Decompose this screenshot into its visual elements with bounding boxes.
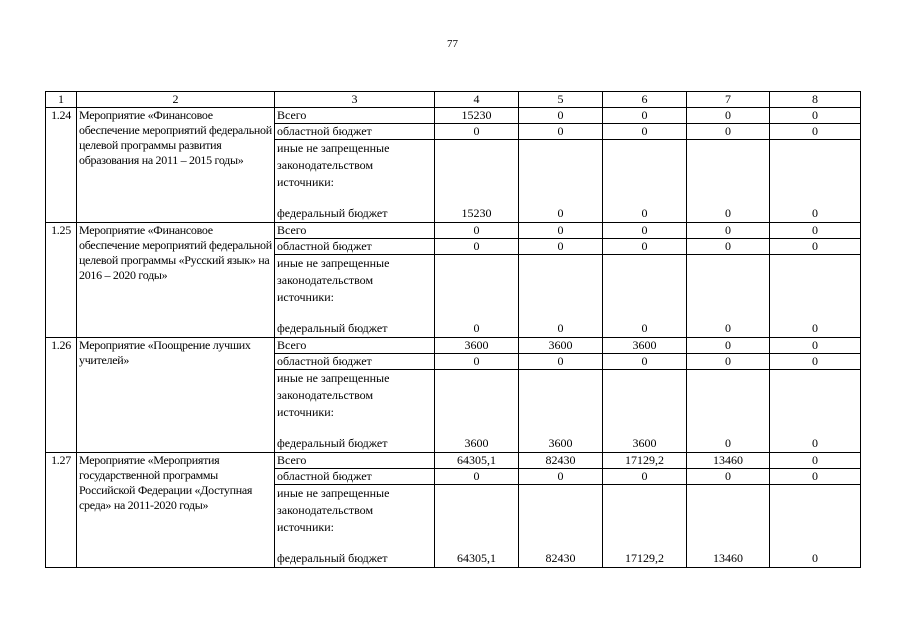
value-cell: 0 [687, 140, 770, 223]
table-row [46, 453, 861, 469]
value-cell: 0 [603, 108, 687, 124]
value-cell: 3600 [603, 338, 687, 354]
value-cell: 0 [770, 255, 861, 338]
value-cell: 0 [770, 338, 861, 354]
funding-source [275, 370, 435, 453]
value-cell: 0 [770, 108, 861, 124]
value-cell: 0 [435, 354, 519, 370]
activity-title: Мероприятие «Поощрение лучших учителей» [77, 338, 275, 453]
value-cell: 15230 [435, 108, 519, 124]
value-cell: 0 [519, 255, 603, 338]
header-cell: 5 [519, 92, 603, 108]
value-cell: 64305,1 [435, 485, 519, 568]
value-cell: 0 [603, 354, 687, 370]
value-cell: 0 [770, 469, 861, 485]
header-cell: 7 [687, 92, 770, 108]
value-cell: 17129,2 [603, 453, 687, 469]
value-cell: 0 [770, 124, 861, 140]
value-cell: 0 [519, 223, 603, 239]
value-cell: 0 [603, 239, 687, 255]
funding-source [275, 140, 435, 223]
value-cell: 0 [687, 370, 770, 453]
funding-source [275, 255, 435, 338]
value-cell: 3600 [435, 370, 519, 453]
value-cell: 0 [435, 124, 519, 140]
header-cell: 2 [77, 92, 275, 108]
other-sources-label: иные не запрещенные законодательством источники: [277, 141, 390, 189]
value-cell: 0 [603, 140, 687, 223]
row-number: 1.25 [46, 223, 77, 338]
value-cell: 0 [519, 469, 603, 485]
value-cell: 0 [687, 338, 770, 354]
federal-budget-label: федеральный бюджет [277, 206, 388, 220]
value-cell: 0 [770, 223, 861, 239]
federal-budget-label: федеральный бюджет [277, 436, 388, 450]
value-cell: 0 [770, 485, 861, 568]
row-number: 1.26 [46, 338, 77, 453]
table-row [46, 223, 861, 239]
value-cell: 0 [603, 124, 687, 140]
value-cell: 15230 [435, 140, 519, 223]
value-cell: 0 [687, 255, 770, 338]
value-cell: 3600 [519, 370, 603, 453]
other-sources-label: иные не запрещенные законодательством источники: [277, 256, 390, 304]
value-cell: 0 [603, 255, 687, 338]
header-cell: 6 [603, 92, 687, 108]
value-cell: 0 [603, 469, 687, 485]
value-cell: 0 [435, 469, 519, 485]
value-cell: 0 [687, 239, 770, 255]
funding-source: областной бюджет [275, 469, 435, 485]
funding-source: Всего [275, 338, 435, 354]
activity-title: Мероприятие «Финансовое обеспечение мероприятий федеральной целевой программы развития образования на 2011 – 2015 годы» [77, 108, 275, 223]
table-row [46, 108, 861, 124]
value-cell: 0 [435, 239, 519, 255]
funding-source: областной бюджет [275, 124, 435, 140]
funding-source [275, 485, 435, 568]
value-cell: 3600 [603, 370, 687, 453]
value-cell: 0 [435, 223, 519, 239]
table-row [46, 338, 861, 354]
activity-title: Мероприятие «Финансовое обеспечение мероприятий федеральной целевой программы «Русский язык» на 2016 – 2020 годы» [77, 223, 275, 338]
value-cell: 0 [687, 124, 770, 140]
value-cell: 0 [519, 140, 603, 223]
row-number: 1.24 [46, 108, 77, 223]
value-cell: 0 [687, 108, 770, 124]
header-cell: 4 [435, 92, 519, 108]
value-cell: 82430 [519, 485, 603, 568]
header-cell: 8 [770, 92, 861, 108]
value-cell: 0 [687, 354, 770, 370]
value-cell: 0 [435, 255, 519, 338]
header-cell: 1 [46, 92, 77, 108]
header-cell: 3 [275, 92, 435, 108]
value-cell: 64305,1 [435, 453, 519, 469]
value-cell: 0 [770, 370, 861, 453]
budget-table [45, 91, 861, 568]
value-cell: 0 [519, 124, 603, 140]
value-cell: 0 [770, 354, 861, 370]
page-number: 77 [447, 38, 458, 50]
value-cell: 13460 [687, 485, 770, 568]
funding-source: областной бюджет [275, 239, 435, 255]
value-cell: 0 [770, 239, 861, 255]
value-cell: 17129,2 [603, 485, 687, 568]
value-cell: 3600 [435, 338, 519, 354]
funding-source: Всего [275, 453, 435, 469]
header-row [46, 92, 861, 108]
funding-source: Всего [275, 223, 435, 239]
value-cell: 0 [770, 453, 861, 469]
row-number: 1.27 [46, 453, 77, 568]
federal-budget-label: федеральный бюджет [277, 321, 388, 335]
value-cell: 0 [770, 140, 861, 223]
value-cell: 0 [687, 469, 770, 485]
federal-budget-label: федеральный бюджет [277, 551, 388, 565]
value-cell: 0 [519, 108, 603, 124]
value-cell: 0 [603, 223, 687, 239]
other-sources-label: иные не запрещенные законодательством источники: [277, 371, 390, 419]
value-cell: 0 [519, 354, 603, 370]
funding-source: областной бюджет [275, 354, 435, 370]
value-cell: 13460 [687, 453, 770, 469]
value-cell: 82430 [519, 453, 603, 469]
value-cell: 3600 [519, 338, 603, 354]
value-cell: 0 [519, 239, 603, 255]
value-cell: 0 [687, 223, 770, 239]
other-sources-label: иные не запрещенные законодательством источники: [277, 486, 390, 534]
activity-title: Мероприятие «Мероприятия государственной программы Российской Федерации «Доступная среда» на 2011-2020 годы» [77, 453, 275, 568]
funding-source: Всего [275, 108, 435, 124]
